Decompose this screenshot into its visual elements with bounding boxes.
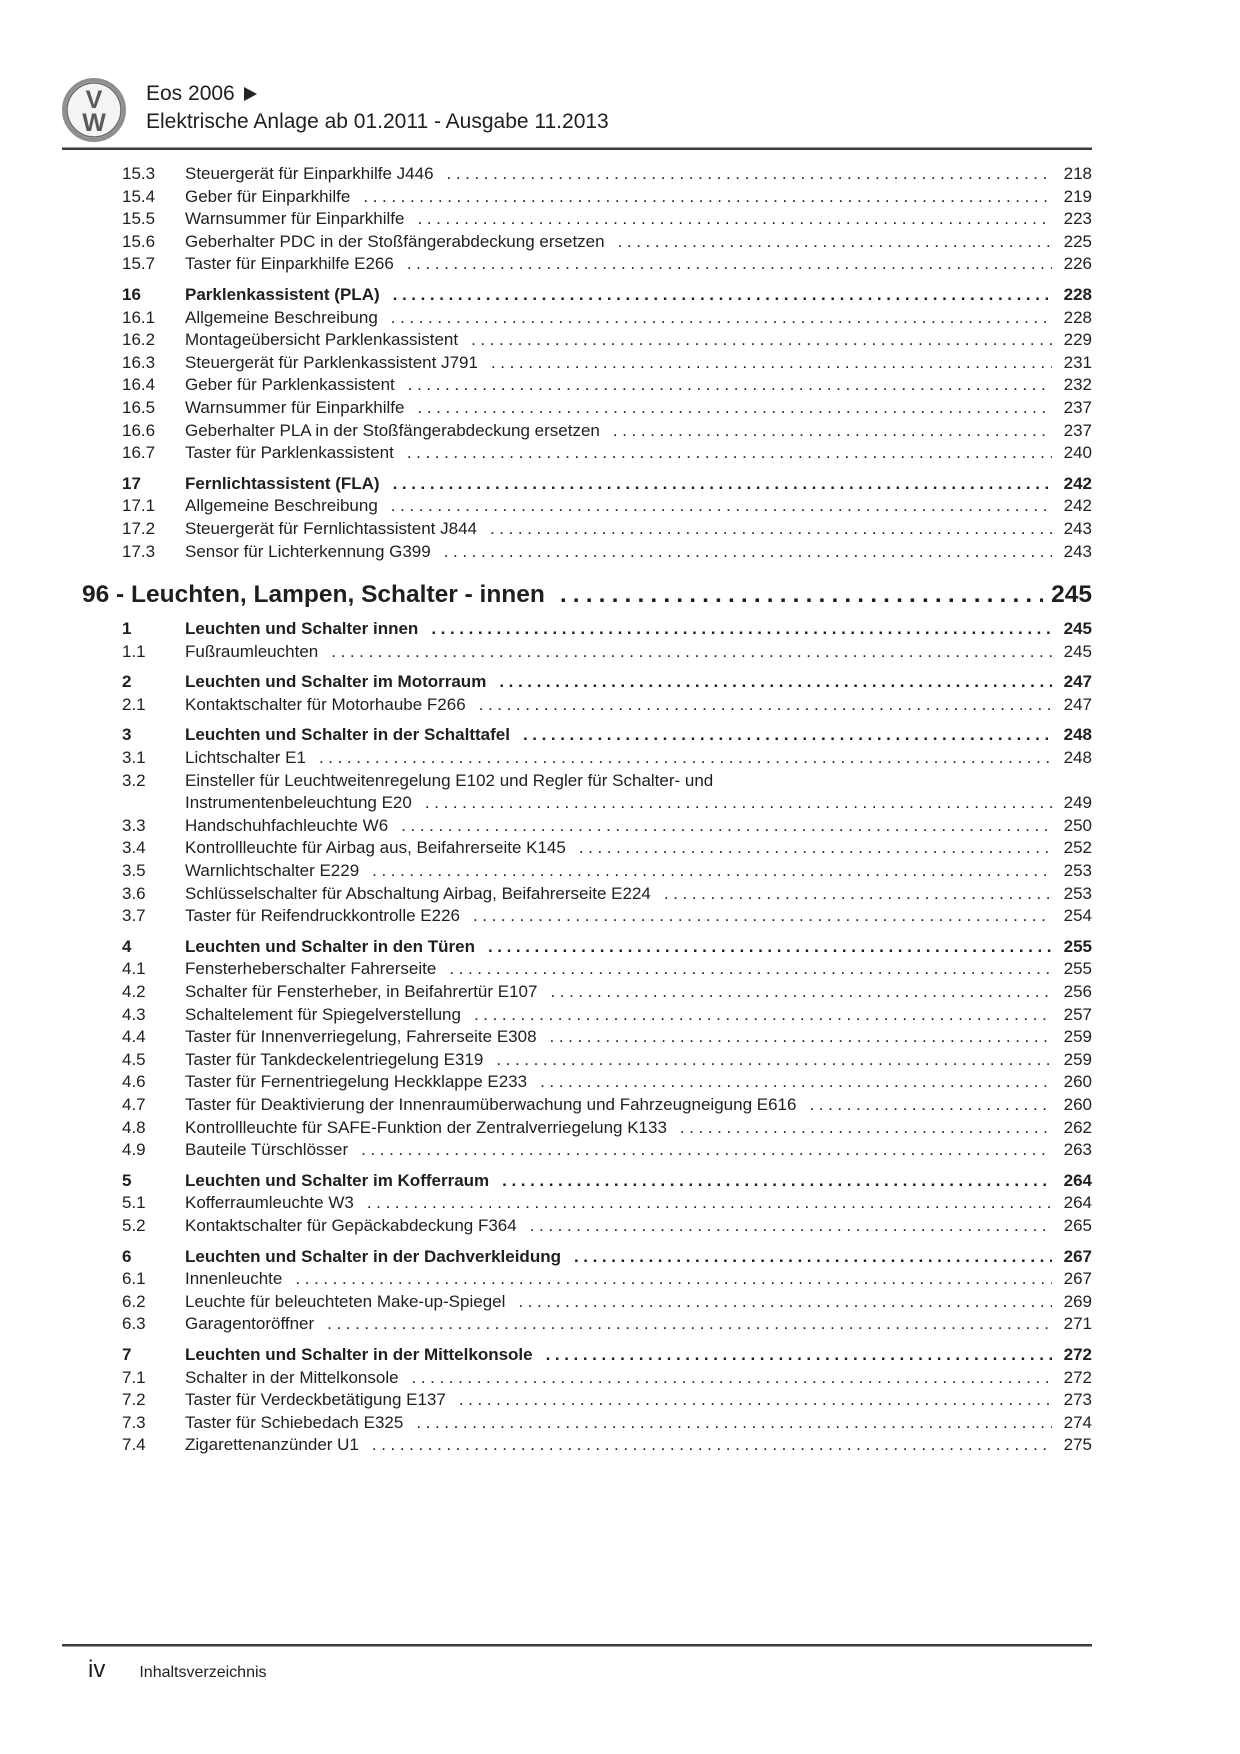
toc-entry bbox=[62, 815, 1092, 838]
entry-page-number: 259 bbox=[1063, 1027, 1092, 1047]
dot-leader bbox=[327, 1313, 1052, 1336]
entry-page-number: 269 bbox=[1063, 1291, 1092, 1311]
entry-title: Schaltelement für Spiegelverstellung bbox=[185, 1004, 461, 1024]
entry-number: 4.5 bbox=[122, 1049, 146, 1069]
dot-leader bbox=[479, 694, 1052, 717]
dot-leader bbox=[459, 1389, 1052, 1412]
entry-title: Warnsummer für Einparkhilfe bbox=[185, 397, 405, 417]
entry-number: 15.3 bbox=[122, 164, 156, 183]
chapter-page-number: 245 bbox=[1051, 581, 1092, 609]
entry-title: Taster für Deaktivierung der Innenraumüberwachung und Fahrzeugneigung E616 bbox=[185, 1094, 797, 1114]
entry-title: Leuchten und Schalter innen bbox=[185, 619, 419, 639]
entry-page-number: 231 bbox=[1063, 352, 1092, 372]
toc-entry bbox=[62, 253, 1092, 276]
entry-title: Kontrollleuchte für Airbag aus, Beifahrerseite K145 bbox=[185, 838, 566, 858]
entry-title: Fußraumleuchten bbox=[185, 641, 319, 661]
footer-page-number: iv bbox=[88, 1656, 106, 1683]
toc-entry bbox=[62, 374, 1092, 397]
toc-entry bbox=[62, 1094, 1092, 1117]
entry-number: 17.3 bbox=[122, 541, 156, 561]
header-rule bbox=[62, 147, 1092, 150]
toc-entry bbox=[62, 1192, 1092, 1215]
entry-title: Taster für Verdeckbetätigung E137 bbox=[185, 1390, 446, 1410]
entry-page-number: 253 bbox=[1063, 861, 1092, 881]
entry-number: 2.1 bbox=[122, 694, 146, 714]
entry-title: Taster für Fernentriegelung Heckklappe E233 bbox=[185, 1072, 528, 1092]
entry-number: 16.7 bbox=[122, 443, 156, 463]
entry-title: Steuergerät für Fernlichtassistent J844 bbox=[185, 518, 477, 538]
entry-page-number: 275 bbox=[1063, 1435, 1092, 1455]
entry-number: 3.7 bbox=[122, 906, 146, 926]
dot-leader bbox=[664, 883, 1052, 906]
page-footer bbox=[62, 1644, 1092, 1683]
toc-entry bbox=[62, 1344, 1092, 1367]
entry-page-number: 245 bbox=[1063, 641, 1092, 661]
entry-page-number: 248 bbox=[1063, 725, 1092, 745]
entry-number: 4.9 bbox=[122, 1140, 146, 1160]
entry-page-number: 247 bbox=[1063, 672, 1092, 692]
entry-number: 6.2 bbox=[122, 1291, 146, 1311]
entry-number: 3.4 bbox=[122, 838, 146, 858]
entry-page-number: 253 bbox=[1063, 883, 1092, 903]
entry-page-number: 264 bbox=[1063, 1193, 1092, 1213]
entry-number: 16.6 bbox=[122, 420, 156, 440]
entry-title: Leuchten und Schalter in der Schalttafel bbox=[185, 725, 510, 745]
entry-page-number: 260 bbox=[1063, 1094, 1092, 1114]
entry-page-number: 218 bbox=[1063, 164, 1092, 183]
entry-number: 16 bbox=[122, 284, 141, 304]
entry-title: Warnsummer für Einparkhilfe bbox=[185, 209, 405, 229]
entry-title: Bauteile Türschlösser bbox=[185, 1140, 349, 1160]
entry-page-number: 273 bbox=[1063, 1390, 1092, 1410]
toc-entry bbox=[62, 1215, 1092, 1238]
dot-leader bbox=[809, 1094, 1052, 1117]
entry-page-number: 262 bbox=[1063, 1117, 1092, 1137]
toc-entry bbox=[62, 1004, 1092, 1027]
toc-entry bbox=[62, 724, 1092, 747]
dot-leader bbox=[295, 1268, 1052, 1291]
entry-number: 1 bbox=[122, 619, 132, 639]
dot-leader bbox=[372, 1434, 1052, 1457]
entry-number: 16.3 bbox=[122, 352, 156, 372]
toc-entry bbox=[62, 473, 1092, 496]
entry-title: Steuergerät für Einparkhilfe J446 bbox=[185, 164, 434, 183]
entry-page-number: 259 bbox=[1063, 1049, 1092, 1069]
entry-page-number: 243 bbox=[1063, 541, 1092, 561]
entry-number: 3 bbox=[122, 725, 132, 745]
entry-title: Instrumentenbeleuchtung E20 bbox=[185, 793, 412, 813]
entry-page-number: 271 bbox=[1063, 1314, 1092, 1334]
entry-page-number: 245 bbox=[1063, 619, 1092, 639]
entry-title: Leuchten und Schalter im Motorraum bbox=[185, 672, 487, 692]
entry-title: Schalter in der Mittelkonsole bbox=[185, 1367, 399, 1387]
toc-entry bbox=[62, 1170, 1092, 1193]
entry-title: Leuchten und Schalter in den Türen bbox=[185, 936, 475, 956]
toc-entry bbox=[62, 442, 1092, 465]
dot-leader bbox=[502, 1170, 1052, 1193]
entry-number: 3.3 bbox=[122, 815, 146, 835]
entry-title: Innenleuchte bbox=[185, 1269, 283, 1289]
dot-leader bbox=[613, 420, 1052, 443]
entry-page-number: 272 bbox=[1063, 1367, 1092, 1387]
toc-entry bbox=[62, 163, 1092, 186]
entry-page-number: 256 bbox=[1063, 982, 1092, 1001]
entry-title: Geber für Parklenkassistent bbox=[185, 375, 395, 395]
footer-rule bbox=[62, 1644, 1092, 1647]
entry-title: Handschuhfachleuchte W6 bbox=[185, 815, 389, 835]
entry-title: Allgemeine Beschreibung bbox=[185, 307, 378, 327]
footer-section-label: Inhaltsverzeichnis bbox=[139, 1664, 267, 1681]
entry-title: Lichtschalter E1 bbox=[185, 748, 306, 768]
dot-leader bbox=[496, 1049, 1052, 1072]
toc-entry bbox=[62, 1412, 1092, 1435]
entry-number: 7.1 bbox=[122, 1367, 146, 1387]
dot-leader bbox=[401, 815, 1052, 838]
entry-number: 4.3 bbox=[122, 1004, 146, 1024]
model-title bbox=[146, 80, 609, 108]
entry-number: 7.4 bbox=[122, 1435, 146, 1455]
dot-leader bbox=[680, 1117, 1052, 1140]
entry-page-number: 232 bbox=[1063, 375, 1092, 395]
entry-number: 7.3 bbox=[122, 1412, 146, 1432]
entry-page-number: 242 bbox=[1063, 473, 1092, 493]
dot-leader bbox=[560, 580, 1043, 610]
entry-title: Taster für Einparkhilfe E266 bbox=[185, 254, 394, 274]
dot-leader bbox=[449, 958, 1052, 981]
entry-number: 16.4 bbox=[122, 375, 156, 395]
dot-leader bbox=[407, 253, 1052, 276]
entry-page-number: 223 bbox=[1063, 209, 1092, 229]
entry-page-number: 257 bbox=[1063, 1004, 1092, 1024]
entry-number: 5.2 bbox=[122, 1215, 146, 1235]
entry-number: 7 bbox=[122, 1344, 132, 1364]
dot-leader bbox=[418, 208, 1053, 231]
toc-entry bbox=[62, 1026, 1092, 1049]
page-header bbox=[62, 78, 1092, 142]
toc bbox=[62, 163, 1092, 1457]
entry-title: Leuchte für beleuchteten Make-up-Spiegel bbox=[185, 1291, 506, 1311]
dot-leader bbox=[618, 231, 1052, 254]
toc-entry bbox=[62, 837, 1092, 860]
dot-leader bbox=[416, 1412, 1052, 1435]
entry-number: 6.1 bbox=[122, 1269, 146, 1289]
entry-title: Zigarettenanzünder U1 bbox=[185, 1435, 359, 1455]
dot-leader bbox=[491, 352, 1052, 375]
entry-title: Geberhalter PDC in der Stoßfängerabdeckung ersetzen bbox=[185, 231, 605, 251]
toc-entry bbox=[62, 860, 1092, 883]
toc-entry bbox=[62, 936, 1092, 959]
entry-number: 15.6 bbox=[122, 231, 156, 251]
entry-page-number: 247 bbox=[1063, 694, 1092, 714]
toc-entry bbox=[62, 618, 1092, 641]
dot-leader bbox=[391, 495, 1052, 518]
entry-title: Leuchten und Schalter in der Dachverkleidung bbox=[185, 1246, 561, 1266]
entry-title: Schlüsselschalter für Abschaltung Airbag, Beifahrerseite E224 bbox=[185, 883, 651, 903]
toc-entry bbox=[62, 1071, 1092, 1094]
dot-leader bbox=[361, 1139, 1052, 1162]
entry-number: 15.7 bbox=[122, 254, 156, 274]
entry-number: 3.6 bbox=[122, 883, 146, 903]
dot-leader bbox=[319, 747, 1052, 770]
dot-leader bbox=[471, 329, 1052, 352]
entry-page-number: 272 bbox=[1063, 1344, 1092, 1364]
entry-page-number: 237 bbox=[1063, 420, 1092, 440]
dot-leader bbox=[574, 1246, 1052, 1269]
dot-leader bbox=[408, 374, 1052, 397]
dot-leader bbox=[499, 671, 1052, 694]
entry-number: 3.2 bbox=[122, 770, 146, 790]
entry-number: 4.2 bbox=[122, 982, 146, 1001]
entry-number: 5 bbox=[122, 1170, 132, 1190]
entry-number: 4 bbox=[122, 936, 132, 956]
dot-leader bbox=[488, 936, 1052, 959]
entry-page-number: 219 bbox=[1063, 186, 1092, 206]
toc-entry bbox=[62, 694, 1092, 717]
chapter-title: 96 - Leuchten, Lampen, Schalter - innen bbox=[82, 581, 545, 609]
toc-entry bbox=[62, 671, 1092, 694]
dot-leader bbox=[473, 905, 1052, 928]
dot-leader bbox=[530, 1215, 1052, 1238]
toc-chapter-heading bbox=[62, 580, 1092, 610]
entry-page-number: 243 bbox=[1063, 518, 1092, 538]
document-subtitle: Elektrische Anlage ab 01.2011 - Ausgabe 11.2013 bbox=[146, 110, 609, 133]
entry-number: 4.6 bbox=[122, 1072, 146, 1092]
entry-title: Fernlichtassistent (FLA) bbox=[185, 473, 380, 493]
toc-entry bbox=[62, 905, 1092, 928]
toc-entry bbox=[62, 307, 1092, 330]
toc-entry bbox=[62, 518, 1092, 541]
entry-title: Steuergerät für Parklenkassistent J791 bbox=[185, 352, 478, 372]
entry-page-number: 225 bbox=[1063, 231, 1092, 251]
model-name: Eos 2006 bbox=[146, 82, 235, 105]
entry-page-number: 252 bbox=[1063, 838, 1092, 858]
entry-number: 5.1 bbox=[122, 1193, 146, 1213]
entry-page-number: 226 bbox=[1063, 254, 1092, 274]
toc-entry bbox=[62, 541, 1092, 564]
entry-page-number: 255 bbox=[1063, 936, 1092, 956]
entry-number: 16.1 bbox=[122, 307, 156, 327]
dot-leader bbox=[431, 618, 1052, 641]
dot-leader bbox=[546, 1344, 1052, 1367]
entry-title: Taster für Reifendruckkontrolle E226 bbox=[185, 906, 460, 926]
entry-number: 17.1 bbox=[122, 496, 156, 516]
dot-leader bbox=[412, 1367, 1052, 1390]
entry-title: Allgemeine Beschreibung bbox=[185, 496, 378, 516]
dot-leader bbox=[425, 792, 1052, 815]
entry-title: Geber für Einparkhilfe bbox=[185, 186, 351, 206]
toc-entry bbox=[62, 958, 1092, 981]
dot-leader bbox=[550, 981, 1052, 1004]
toc-entry bbox=[62, 1139, 1092, 1162]
entry-body bbox=[185, 770, 1092, 815]
entry-number: 7.2 bbox=[122, 1390, 146, 1410]
entry-number: 2 bbox=[122, 672, 132, 692]
entry-number: 1.1 bbox=[122, 641, 146, 661]
entry-number: 16.5 bbox=[122, 397, 156, 417]
toc-entry bbox=[62, 1268, 1092, 1291]
entry-number: 17 bbox=[122, 473, 141, 493]
dot-leader bbox=[523, 724, 1052, 747]
entry-number: 4.7 bbox=[122, 1094, 146, 1114]
toc-entry bbox=[62, 747, 1092, 770]
dot-leader bbox=[474, 1004, 1052, 1027]
toc-entry bbox=[62, 352, 1092, 375]
dot-leader bbox=[372, 860, 1052, 883]
toc-entry bbox=[62, 1291, 1092, 1314]
entry-title: Taster für Innenverriegelung, Fahrerseite E308 bbox=[185, 1027, 537, 1047]
dot-leader bbox=[331, 641, 1052, 664]
toc-entry bbox=[62, 231, 1092, 254]
entry-page-number: 265 bbox=[1063, 1215, 1092, 1235]
entry-number: 6.3 bbox=[122, 1314, 146, 1334]
svg-text:W: W bbox=[82, 109, 106, 137]
toc-entry bbox=[62, 1049, 1092, 1072]
dot-leader bbox=[391, 307, 1052, 330]
entry-number: 17.2 bbox=[122, 518, 156, 538]
toc-entry bbox=[62, 981, 1092, 1004]
entry-title: Fensterheberschalter Fahrerseite bbox=[185, 959, 437, 979]
dot-leader bbox=[490, 518, 1052, 541]
entry-title: Taster für Parklenkassistent bbox=[185, 443, 394, 463]
entry-page-number: 248 bbox=[1063, 748, 1092, 768]
entry-page-number: 263 bbox=[1063, 1140, 1092, 1160]
entry-title: Kofferraumleuchte W3 bbox=[185, 1193, 354, 1213]
dot-leader bbox=[579, 837, 1052, 860]
toc-entry bbox=[62, 1434, 1092, 1457]
toc-entry bbox=[62, 284, 1092, 307]
entry-title: Taster für Tankdeckelentriegelung E319 bbox=[185, 1049, 484, 1069]
toc-entry bbox=[62, 883, 1092, 906]
entry-title-line1: Einsteller für Leuchtweitenregelung E102 und Regler für Schalter- und bbox=[185, 770, 714, 790]
entry-number: 4.1 bbox=[122, 959, 146, 979]
toc-entry bbox=[62, 397, 1092, 420]
entry-title: Kontrollleuchte für SAFE-Funktion der Zentralverriegelung K133 bbox=[185, 1117, 667, 1137]
dot-leader bbox=[393, 284, 1052, 307]
toc-entry bbox=[62, 208, 1092, 231]
dot-leader bbox=[447, 163, 1052, 186]
entry-page-number: 255 bbox=[1063, 959, 1092, 979]
entry-title: Warnlichtschalter E229 bbox=[185, 861, 360, 881]
entry-title: Schalter für Fensterheber, in Beifahrertür E107 bbox=[185, 982, 538, 1001]
entry-number: 6 bbox=[122, 1246, 132, 1266]
entry-title: Geberhalter PLA in der Stoßfängerabdeckung ersetzen bbox=[185, 420, 600, 440]
toc-entry bbox=[62, 770, 1092, 815]
entry-title: Montageübersicht Parklenkassistent bbox=[185, 330, 459, 350]
vw-logo-icon bbox=[62, 78, 126, 142]
dot-leader bbox=[363, 186, 1052, 209]
entry-number: 3.1 bbox=[122, 748, 146, 768]
entry-title: Garagentoröffner bbox=[185, 1314, 315, 1334]
toc-entry bbox=[62, 1389, 1092, 1412]
toc-entry bbox=[62, 420, 1092, 443]
dot-leader bbox=[418, 397, 1053, 420]
entry-page-number: 254 bbox=[1063, 906, 1092, 926]
entry-number: 4.4 bbox=[122, 1027, 146, 1047]
toc-entry bbox=[62, 641, 1092, 664]
entry-number: 3.5 bbox=[122, 861, 146, 881]
entry-page-number: 240 bbox=[1063, 443, 1092, 463]
dot-leader bbox=[518, 1291, 1052, 1314]
entry-title: Sensor für Lichterkennung G399 bbox=[185, 541, 431, 561]
entry-title: Parklenkassistent (PLA) bbox=[185, 284, 380, 304]
dot-leader bbox=[367, 1192, 1052, 1215]
entry-page-number: 228 bbox=[1063, 284, 1092, 304]
dot-leader bbox=[540, 1071, 1052, 1094]
entry-page-number: 242 bbox=[1063, 496, 1092, 516]
toc-entry bbox=[62, 1246, 1092, 1269]
entry-title: Leuchten und Schalter im Kofferraum bbox=[185, 1170, 490, 1190]
entry-page-number: 267 bbox=[1063, 1246, 1092, 1266]
entry-title: Taster für Schiebedach E325 bbox=[185, 1412, 404, 1432]
svg-text:V: V bbox=[85, 86, 103, 114]
entry-page-number: 274 bbox=[1063, 1412, 1092, 1432]
toc-entry bbox=[62, 1367, 1092, 1390]
toc-entry bbox=[62, 1117, 1092, 1140]
entry-title: Kontaktschalter für Gepäckabdeckung F364 bbox=[185, 1215, 517, 1235]
entry-title: Leuchten und Schalter in der Mittelkonsole bbox=[185, 1344, 533, 1364]
entry-number: 16.2 bbox=[122, 330, 156, 350]
model-range-arrow-icon bbox=[244, 87, 257, 101]
entry-number: 15.4 bbox=[122, 186, 156, 206]
dot-leader bbox=[444, 541, 1052, 564]
dot-leader bbox=[393, 473, 1052, 496]
entry-title-line2 bbox=[185, 792, 1092, 815]
dot-leader bbox=[550, 1026, 1052, 1049]
entry-page-number: 250 bbox=[1063, 815, 1092, 835]
entry-number: 4.8 bbox=[122, 1117, 146, 1137]
toc-entry bbox=[62, 495, 1092, 518]
toc-entry bbox=[62, 1313, 1092, 1336]
entry-page-number: 249 bbox=[1063, 793, 1092, 813]
entry-page-number: 260 bbox=[1063, 1072, 1092, 1092]
entry-page-number: 267 bbox=[1063, 1269, 1092, 1289]
entry-title: Kontaktschalter für Motorhaube F266 bbox=[185, 694, 466, 714]
entry-page-number: 228 bbox=[1063, 307, 1092, 327]
dot-leader bbox=[407, 442, 1052, 465]
entry-page-number: 264 bbox=[1063, 1170, 1092, 1190]
entry-page-number: 237 bbox=[1063, 397, 1092, 417]
entry-page-number: 229 bbox=[1063, 330, 1092, 350]
entry-number: 15.5 bbox=[122, 209, 156, 229]
toc-entry bbox=[62, 329, 1092, 352]
toc-entry bbox=[62, 186, 1092, 209]
